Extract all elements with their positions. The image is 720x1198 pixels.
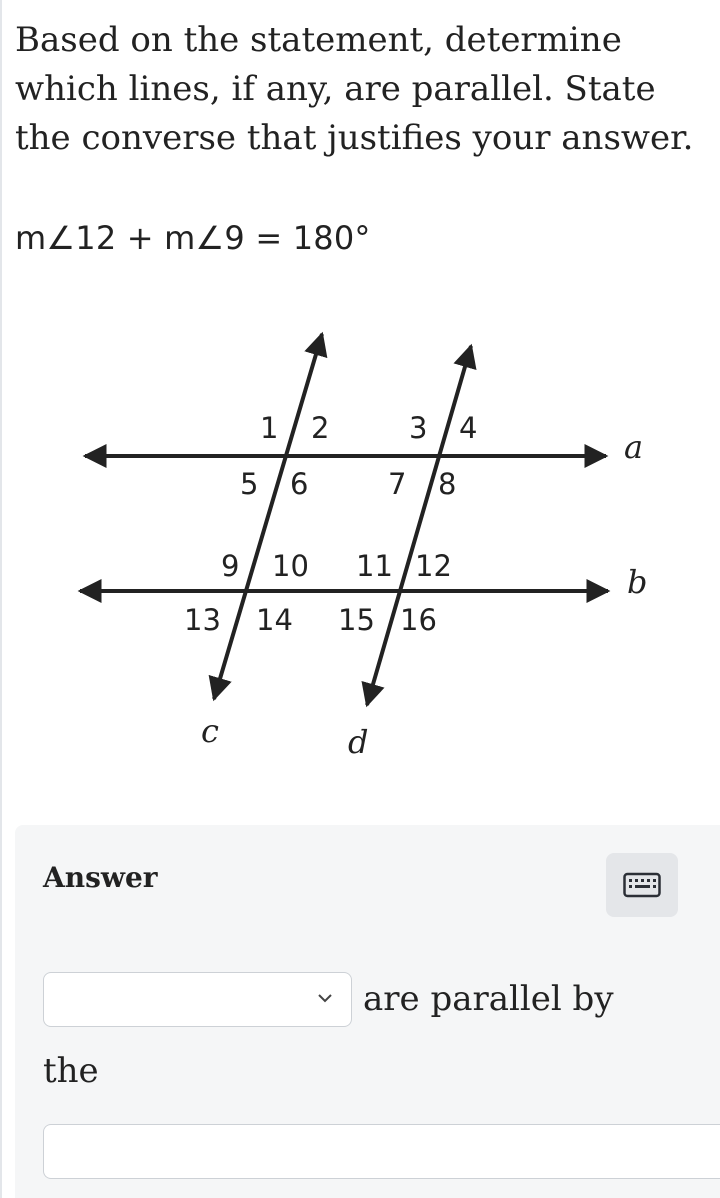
- angle-label-5: 5: [240, 467, 259, 501]
- angle-label-8: 8: [438, 467, 457, 501]
- line-name-a: a: [624, 428, 644, 466]
- line-c: [214, 334, 322, 699]
- angle-label-15: 15: [338, 603, 375, 637]
- are-parallel-by-text: are parallel by: [363, 979, 614, 1019]
- angle-equation: m∠12 + m∠9 = 180°: [15, 219, 371, 257]
- angle-label-4: 4: [459, 411, 478, 445]
- line-d: [367, 346, 471, 705]
- angle-label-7: 7: [388, 467, 407, 501]
- line-name-b: b: [627, 563, 648, 601]
- line-name-d: d: [348, 723, 369, 761]
- angle-label-16: 16: [400, 603, 437, 637]
- angle-label-14: 14: [256, 603, 293, 637]
- parallel-lines-diagram: [0, 320, 720, 780]
- angle-label-9: 9: [221, 549, 240, 583]
- angle-label-2: 2: [311, 411, 330, 445]
- keyboard-icon: [623, 870, 661, 900]
- angle-label-10: 10: [272, 549, 309, 583]
- parallel-lines-select[interactable]: [43, 972, 352, 1027]
- angle-label-13: 13: [184, 603, 221, 637]
- question-text: Based on the statement, determine which lines, if any, are parallel. State the converse that justifies your answer.: [15, 20, 694, 158]
- angle-label-11: 11: [356, 549, 393, 583]
- angle-label-1: 1: [260, 411, 279, 445]
- the-text: the: [43, 1051, 99, 1091]
- chevron-down-icon: [317, 993, 333, 1003]
- answer-heading: Answer: [43, 861, 158, 894]
- line-name-c: c: [201, 712, 219, 750]
- angle-label-6: 6: [290, 467, 309, 501]
- keyboard-toggle-button[interactable]: [606, 853, 678, 917]
- answer-panel: [15, 825, 720, 1198]
- converse-answer-input[interactable]: [43, 1124, 720, 1179]
- angle-label-3: 3: [409, 411, 428, 445]
- angle-label-12: 12: [415, 549, 452, 583]
